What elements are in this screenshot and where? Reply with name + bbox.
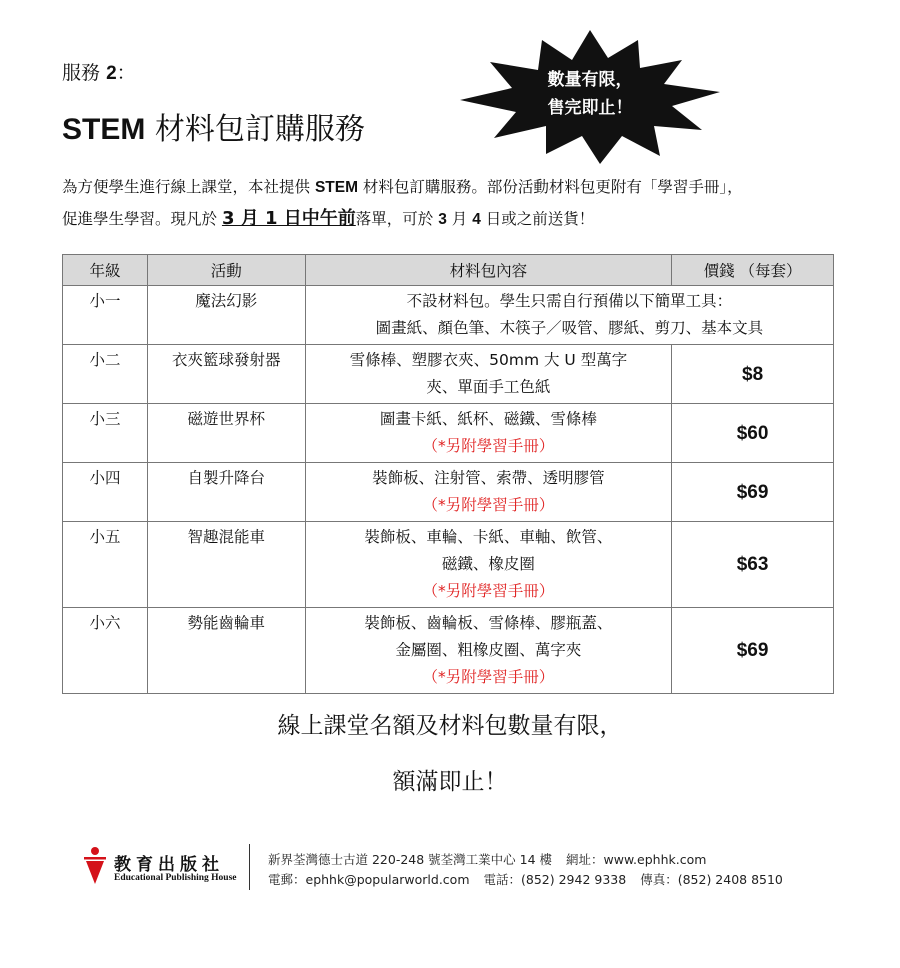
grade-cell: 小六 — [63, 608, 148, 694]
website-link[interactable]: 網址：www.ephhk.com — [566, 852, 707, 867]
intro-text-2: 促進學生學習。現凡於 — [62, 210, 222, 228]
grade-cell: 小五 — [63, 522, 148, 608]
header-activity: 活動 — [147, 255, 305, 286]
intro-text-4: 日或之前送貨！ — [480, 210, 595, 228]
closing-line-2: 額滿即止！ — [392, 769, 508, 795]
table-row — [63, 522, 834, 608]
closing-line-1: 線上課堂名額及材料包數量有限， — [277, 713, 623, 739]
order-deadline: 3 月 1 日中午前 — [221, 208, 356, 229]
email-link[interactable]: 電郵：ephhk@popularworld.com — [268, 872, 470, 887]
content-line: 裝飾板、注射管、索帶、透明膠管 — [372, 469, 605, 487]
intro-paragraph — [62, 172, 852, 235]
activity-cell: 自製升降台 — [147, 463, 305, 522]
grade-cell: 小四 — [63, 463, 148, 522]
content-cell — [305, 608, 672, 694]
handbook-note: （*另附學習手冊） — [422, 437, 555, 455]
kit-table — [62, 254, 834, 694]
content-line: 圖畫紙、顏色筆、木筷子／吸管、膠紙、剪刀、基本文具 — [375, 319, 764, 337]
footer-line-2 — [268, 870, 783, 890]
content-line: 雪條棒、塑膠衣夾、50mm 大 U 型萬字 — [349, 351, 628, 369]
footer-line-1 — [268, 850, 783, 870]
grade-cell: 小一 — [63, 286, 148, 345]
badge-text — [450, 66, 730, 122]
header-content: 材料包內容 — [305, 255, 672, 286]
page-title — [62, 104, 365, 148]
table-row — [63, 345, 834, 404]
badge-line-2: 售完即止！ — [547, 98, 633, 118]
handbook-note: （*另附學習手冊） — [422, 668, 555, 686]
footer-divider — [249, 844, 250, 890]
footer-contact — [268, 850, 783, 890]
activity-cell: 衣夾籃球發射器 — [147, 345, 305, 404]
badge-line-1: 數量有限， — [547, 70, 633, 90]
service-label — [62, 58, 136, 85]
intro-text-1b: 材料包訂購服務。部份活動材料包更附有「學習手冊」， — [358, 178, 743, 196]
title-latin: STEM — [62, 113, 146, 146]
intro-text-1: 為方便學生進行線上課堂，本社提供 — [62, 178, 315, 196]
table-header-row — [63, 255, 834, 286]
content-line: 裝飾板、齒輪板、雪條棒、膠瓶蓋、 — [364, 614, 613, 632]
price-cell: $69 — [672, 463, 834, 522]
content-line: 裝飾板、車輪、卡紙、車軸、飲管、 — [364, 528, 613, 546]
intro-text-3b: 月 — [446, 210, 473, 228]
price-cell: $63 — [672, 522, 834, 608]
activity-cell: 智趣混能車 — [147, 522, 305, 608]
activity-cell: 磁遊世界杯 — [147, 404, 305, 463]
content-line: 磁鐵、橡皮圈 — [441, 555, 535, 573]
logo-chinese-name: 教育出版社 — [114, 855, 224, 875]
fax: 傳真：(852) 2408 8510 — [640, 872, 783, 887]
content-line: 圖畫卡紙、紙杯、磁鐵、雪條棒 — [379, 410, 597, 428]
logo-mark-icon — [84, 846, 106, 886]
delivery-month: 3 — [438, 211, 447, 228]
grade-cell: 小二 — [63, 345, 148, 404]
table-row — [63, 404, 834, 463]
content-line: 金屬圈、粗橡皮圈、萬字夾 — [395, 641, 582, 659]
price-cell: $8 — [672, 345, 834, 404]
service-label-text: 服務 — [62, 62, 101, 84]
handbook-note: （*另附學習手冊） — [422, 582, 555, 600]
grade-cell: 小三 — [63, 404, 148, 463]
content-cell — [305, 286, 833, 345]
phone: 電話：(852) 2942 9338 — [483, 872, 627, 887]
activity-cell: 勢能齒輪車 — [147, 608, 305, 694]
publisher-logo — [84, 846, 237, 888]
content-cell — [305, 463, 672, 522]
intro-line-1 — [62, 172, 852, 203]
intro-stem: STEM — [314, 179, 358, 196]
title-rest: 材料包訂購服務 — [145, 112, 365, 147]
content-line: 夾、單面手工色紙 — [426, 378, 551, 396]
table-row — [63, 463, 834, 522]
table-row — [63, 608, 834, 694]
delivery-day: 4 — [472, 211, 481, 228]
intro-line-2 — [62, 203, 852, 235]
address: 新界荃灣德士古道 220-248 號荃灣工業中心 14 樓 — [268, 852, 553, 867]
price-cell: $60 — [672, 404, 834, 463]
content-cell — [305, 345, 672, 404]
content-line: 不設材料包。學生只需自行預備以下簡單工具： — [406, 292, 733, 310]
logo-english-name: Educational Publishing House — [114, 873, 237, 883]
content-cell — [305, 522, 672, 608]
service-colon: ： — [116, 62, 136, 84]
activity-cell: 魔法幻影 — [147, 286, 305, 345]
intro-text-3: 落單，可於 — [355, 210, 439, 228]
header-price: 價錢 （每套） — [672, 255, 834, 286]
price-cell: $69 — [672, 608, 834, 694]
header-grade: 年級 — [63, 255, 148, 286]
service-number: 2 — [106, 63, 117, 84]
handbook-note: （*另附學習手冊） — [422, 496, 555, 514]
content-cell — [305, 404, 672, 463]
table-row — [63, 286, 834, 345]
